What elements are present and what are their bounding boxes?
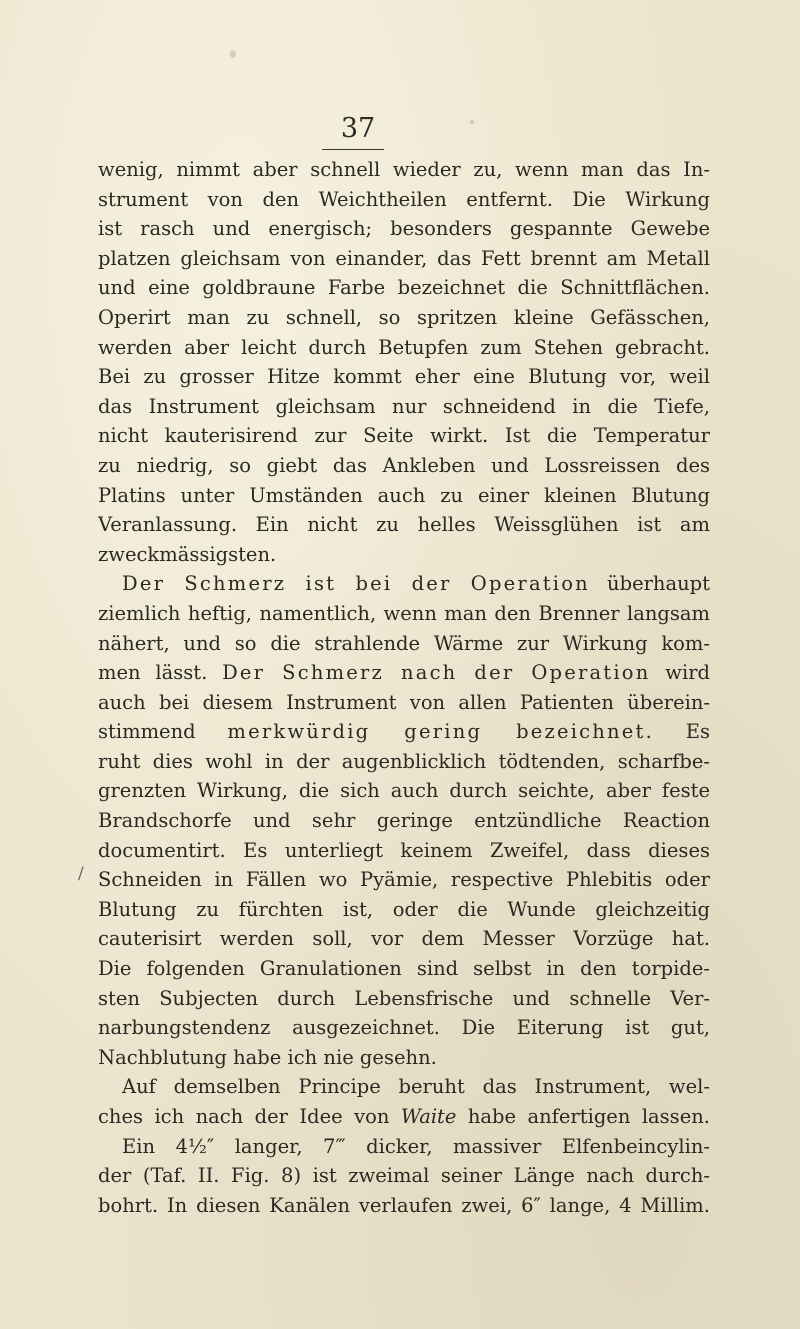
text-line: narbungstendenz ausgezeichnet. Die Eiterung ist gut, xyxy=(98,1016,710,1040)
text-line xyxy=(98,658,710,688)
text-line: ruht dies wohl in der augenblicklich tödtenden, scharfbe- xyxy=(98,749,710,773)
italic-name: Waite xyxy=(400,1105,457,1128)
text-line: Operirt man zu schnell, so spritzen kleine Gefässchen, xyxy=(98,305,710,329)
text-line: Nachblutung habe ich nie gesehn. xyxy=(98,1045,437,1069)
text-line: nicht kauterisirend zur Seite wirkt. Ist die Temperatur xyxy=(98,424,710,448)
paper-smudge xyxy=(470,120,474,124)
text-line: wenig, nimmt aber schnell wieder zu, wenn man das In- xyxy=(98,158,710,181)
text-line: grenzten Wirkung, die sich auch durch seichte, aber feste xyxy=(98,779,710,803)
text-run: men lässt. xyxy=(98,661,223,685)
text-line: auch bei diesem Instrument von allen Patienten überein- xyxy=(98,690,710,714)
paper-smudge xyxy=(230,50,236,58)
text-line: zu niedrig, so giebt das Ankleben und Lossreissen des xyxy=(98,453,710,477)
spaced-emphasis: Der Schmerz nach der Operation xyxy=(222,661,651,685)
text-line xyxy=(98,569,710,599)
text-line: Ein 4½″ langer, 7‴ dicker, massiver Elfenbeincylin- xyxy=(122,1134,710,1158)
text-line: Brandschorfe und sehr geringe entzündliche Reaction xyxy=(98,809,710,833)
text-line: ist rasch und energisch; besonders gespannte Gewebe xyxy=(98,217,710,241)
paragraph-2 xyxy=(98,569,710,1072)
text-run: stimmend xyxy=(98,720,228,744)
text-run: habe anfertigen lassen. xyxy=(456,1105,710,1128)
text-line: bohrt. In diesen Kanälen verlaufen zwei, 6″ lange, 4 Millim. xyxy=(98,1193,710,1217)
text-line: sten Subjecten durch Lebensfrische und schnelle Ver- xyxy=(98,986,710,1010)
text-line: Blutung zu fürchten ist, oder die Wunde gleichzeitig xyxy=(98,897,710,921)
text-run: wird xyxy=(650,661,710,685)
text-line: Veranlassung. Ein nicht zu helles Weissglühen ist am xyxy=(98,513,710,537)
text-run: überhaupt xyxy=(589,572,710,596)
text-line: nähert, und so die strahlende Wärme zur Wirkung kom- xyxy=(98,631,710,655)
text-line: documentirt. Es unterliegt keinem Zweifel, dass dieses xyxy=(98,838,710,862)
text-line: der (Taf. II. Fig. 8) ist zweimal seiner Länge nach durch- xyxy=(98,1164,710,1188)
text-line: ziemlich heftig, namentlich, wenn man den Brenner langsam xyxy=(98,601,710,625)
text-line: werden aber leicht durch Betupfen zum Stehen gebracht. xyxy=(98,335,710,359)
text-line: Platins unter Umständen auch zu einer kleinen Blutung xyxy=(98,483,710,507)
text-body xyxy=(98,155,710,1220)
paragraph-1 xyxy=(98,155,710,569)
text-line: cauterisirt werden soll, vor dem Messer Vorzüge hat. xyxy=(98,927,710,951)
text-line: das Instrument gleichsam nur schneidend in die Tiefe, xyxy=(98,394,710,418)
text-line: strument von den Weichtheilen entfernt. Die Wirkung xyxy=(98,187,710,211)
spaced-emphasis: Der Schmerz ist bei der Operation xyxy=(122,572,590,596)
paragraph-3 xyxy=(98,1072,710,1131)
paragraph-4 xyxy=(98,1132,710,1221)
header-rule xyxy=(322,149,384,150)
text-line: platzen gleichsam von einander, das Fett brennt am Metall xyxy=(98,246,710,270)
page-number: 37 xyxy=(340,113,376,144)
text-run: ches ich nach der Idee von xyxy=(98,1105,401,1128)
text-line: Die folgenden Granulationen sind selbst in den torpide- xyxy=(98,957,710,981)
text-line: Schneiden in Fällen wo Pyämie, respective Phlebitis oder xyxy=(98,868,710,892)
margin-pencil-mark: / xyxy=(78,864,84,884)
text-line: und eine goldbraune Farbe bezeichnet die Schnittflächen. xyxy=(98,276,710,300)
text-run: Es xyxy=(653,720,710,744)
text-line: zweckmässigsten. xyxy=(98,542,277,566)
text-line: Auf demselben Principe beruht das Instrument, wel- xyxy=(122,1075,710,1099)
spaced-emphasis: merkwürdig gering bezeichnet. xyxy=(227,720,654,744)
text-line: Bei zu grosser Hitze kommt eher eine Blutung vor, weil xyxy=(98,365,710,389)
text-line xyxy=(98,1102,710,1132)
text-line xyxy=(98,717,710,747)
